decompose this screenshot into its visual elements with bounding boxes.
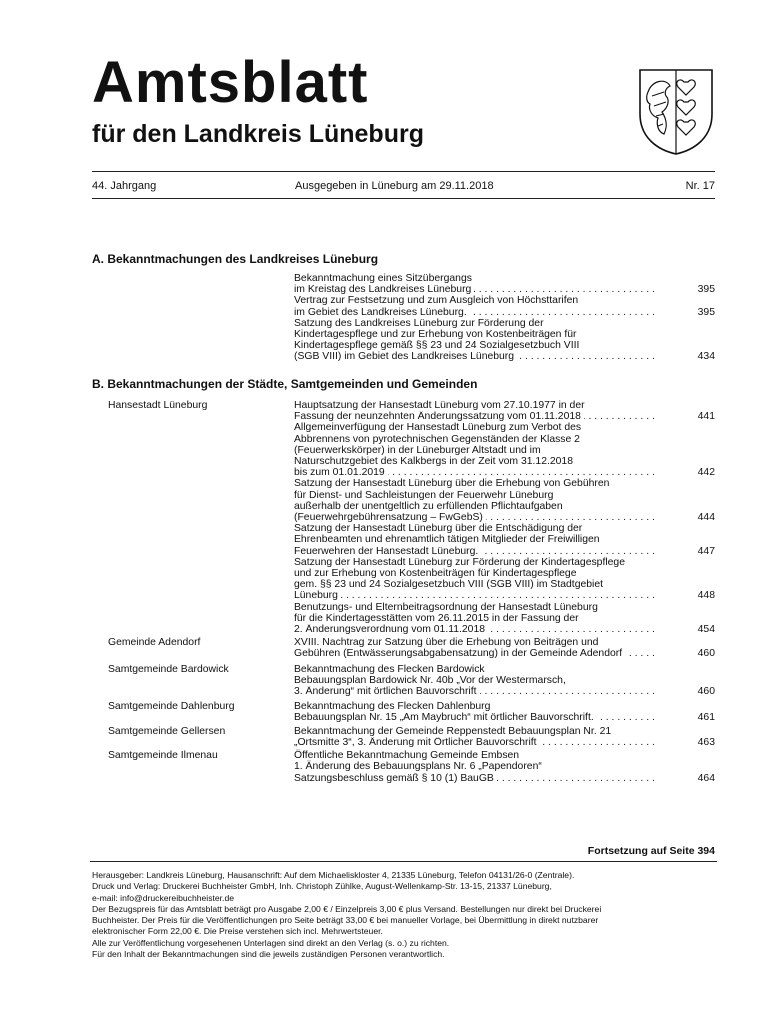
toc-entries	[294, 637, 715, 659]
toc-entry-line	[294, 557, 655, 568]
toc-entry-line	[294, 295, 655, 306]
toc-entry-text: 2. Änderungsverordnung vom 01.11.2018	[294, 624, 488, 635]
toc-page-number: 447	[697, 545, 715, 557]
toc-entry-line	[294, 456, 655, 467]
toc-entry-text: für die Kindertagesstätten vom 26.11.2015 in der Fassung der	[294, 612, 579, 624]
toc-entries	[294, 664, 715, 698]
toc-entry-line	[294, 726, 655, 737]
toc-entry-line	[294, 411, 655, 422]
toc-entries	[294, 750, 715, 784]
toc-entry-text: Öffentliche Bekanntmachung Gemeinde Embsen	[294, 750, 520, 762]
toc-page-number: 463	[697, 736, 715, 748]
issue-number: Nr. 17	[685, 180, 715, 192]
toc-entry-text: bis zum 01.01.2019	[294, 467, 388, 478]
toc-page-number: 448	[697, 590, 715, 602]
toc-entry-line	[294, 422, 655, 433]
toc-entry-line	[294, 637, 655, 648]
toc-entries	[294, 400, 715, 635]
toc-group	[92, 400, 715, 635]
imprint-line: Druck und Verlag: Druckerei Buchheister GmbH, Inh. Christoph Zühlke, August-Wellenkamp-Str. 13-15, 21337 Lüneburg,	[92, 881, 552, 892]
section-b-heading: B. Bekanntmachungen der Städte, Samtgemeinden und Gemeinden	[92, 377, 478, 391]
toc-entry-text: außerhalb der unentgeltlich zu erfüllenden Pflichtaufgaben	[294, 500, 563, 512]
toc-entry-line	[294, 351, 655, 362]
toc-entry-line	[294, 648, 655, 659]
toc-entry-line	[294, 340, 655, 351]
toc-entry[interactable]	[294, 701, 715, 723]
toc-page-number: 454	[697, 624, 715, 636]
toc-page-number: 464	[697, 772, 715, 784]
imprint-line: Der Bezugspreis für das Amtsblatt beträgt pro Ausgabe 2,00 € / Einzelpreis 3,00 € plus Versand. Bestellungen nur direkt bei Druckerei	[92, 903, 602, 914]
imprint-line: Buchheister. Der Preis für die Veröffentlichungen pro Seite beträgt 33,00 € bei manueller Vorlage, bei Übermittlung in direkt nutzbarer	[92, 915, 599, 926]
toc-entry-line	[294, 501, 655, 512]
toc-group	[92, 726, 715, 748]
toc-entry-text: im Gebiet des Landkreises Lüneburg.	[294, 307, 470, 318]
page-subtitle: für den Landkreis Lüneburg	[92, 120, 424, 148]
toc-entry[interactable]	[294, 637, 715, 659]
toc-entries	[294, 273, 715, 363]
imprint-line: Herausgeber: Landkreis Lüneburg, Hausanschrift: Auf dem Michaeliskloster 4, 21335 Lüneburg, Telefon 04131/26-0 (Zentrale).	[92, 870, 575, 880]
toc-entry-text: Bekanntmachung des Flecken Bardowick	[294, 663, 485, 675]
toc-page-number: 395	[697, 306, 715, 318]
toc-entries	[294, 701, 715, 723]
toc-entry[interactable]	[294, 422, 715, 478]
toc-entry[interactable]	[294, 318, 715, 363]
continuation-note: Fortsetzung auf Seite 394	[587, 845, 715, 857]
toc-entry-text: 1. Änderung des Bebauungsplans Nr. 6 „Papendoren“	[294, 761, 542, 773]
toc-entries	[294, 726, 715, 748]
toc-group	[92, 637, 715, 659]
toc-entry-text: Bekanntmachung der Gemeinde Reppenstedt Bebauungsplan Nr. 21	[294, 725, 612, 737]
toc-entry[interactable]	[294, 664, 715, 698]
toc-group-place: Hansestadt Lüneburg	[108, 400, 208, 411]
toc-entry-line	[294, 318, 655, 329]
toc-entry-line	[294, 445, 655, 456]
toc-entry-line	[294, 534, 655, 545]
toc-entry-line	[294, 701, 655, 712]
toc-entry-text: Satzung der Hansestadt Lüneburg zur Förderung der Kindertagespflege	[294, 556, 625, 568]
toc-entry-text: Naturschutzgebiet des Kalkbergs in der Zeit vom 31.12.2018	[294, 456, 573, 468]
toc-page-number: 441	[697, 411, 715, 423]
toc-page-number: 460	[697, 648, 715, 660]
toc-entry-line	[294, 329, 655, 340]
toc-entry-text: und zur Erhebung von Kostenbeiträgen für Kindertagespflege	[294, 568, 577, 580]
toc-group	[92, 664, 715, 698]
toc-page-number: 395	[697, 284, 715, 296]
toc-entry-text: Kindertagespflege und zur Erhebung von Kostenbeiträgen für	[294, 329, 577, 341]
toc-entry-line	[294, 568, 655, 579]
imprint-line: Alle zur Veröffentlichung vorgesehenen Unterlagen sind direkt an den Verlag (s. o.) zu richten.	[92, 937, 450, 948]
toc-entry-text: Gebühren (Entwässerungsabgabensatzung) in der Gemeinde Adendorf	[294, 648, 625, 659]
toc-entry-text: Satzung der Hansestadt Lüneburg über die Erhebung von Gebühren	[294, 478, 610, 490]
imprint	[92, 870, 717, 960]
toc-entry[interactable]	[294, 726, 715, 748]
toc-entry-line	[294, 686, 655, 697]
header-rule-bottom	[92, 198, 715, 199]
issue-date: Ausgegeben in Lüneburg am 29.11.2018	[295, 180, 494, 192]
toc-page-number: 461	[697, 712, 715, 724]
toc-entry-line	[294, 478, 655, 489]
toc-entry-text: Benutzungs- und Elternbeitragsordnung der Hansestadt Lüneburg	[294, 601, 598, 613]
toc-entry-text: XVIII. Nachtrag zur Satzung über die Erhebung von Beiträgen und	[294, 637, 599, 649]
toc-entry-line	[294, 579, 655, 590]
toc-entry-line	[294, 434, 655, 445]
toc-entry-text: 3. Änderung“ mit örtlichen Bauvorschrift	[294, 686, 480, 697]
toc-entry-line	[294, 675, 655, 686]
toc-entry-text: für Dienst- und Sachleistungen der Feuerwehr Lüneburg	[294, 489, 554, 501]
header-rule-top	[92, 171, 715, 172]
toc-entry-text: Ehrenbeamten und ehrenamtlich tätigen Mitglieder der Freiwilligen	[294, 534, 600, 546]
imprint-line: e-mail: info@druckereibuchheister.de	[92, 892, 234, 903]
toc-page-number: 442	[697, 467, 715, 479]
toc-entry-text: (Feuerwerkskörper) in der Lüneburger Altstadt und im	[294, 444, 541, 456]
toc-entry-line	[294, 512, 655, 523]
toc-entry-text: Lüneburg	[294, 590, 341, 601]
imprint-line: Für den Inhalt der Bekanntmachungen sind die jeweils zuständigen Personen verantwortlich.	[92, 949, 445, 960]
toc-entry[interactable]	[294, 602, 715, 636]
toc-entry-text: Bebauungsplan Nr. 15 „Am Maybruch“ mit örtlicher Bauvorschrift.	[294, 712, 597, 723]
toc-entry-text: Satzung des Landkreises Lüneburg zur Förderung der	[294, 317, 544, 329]
toc-entry-text: Feuerwehren der Hansestadt Lüneburg.	[294, 546, 481, 557]
toc-entry-line	[294, 307, 655, 318]
toc-entry-text: (Feuerwehrgebührensatzung – FwGebS)	[294, 512, 486, 523]
page-title: Amtsblatt	[92, 50, 369, 115]
toc-entry-line	[294, 467, 655, 478]
footer-rule	[90, 861, 717, 862]
toc-entry-line	[294, 602, 655, 613]
imprint-line: elektronischer Form 22,00 €. Die Preise verstehen sich incl. Mehrwertsteuer.	[92, 926, 383, 937]
toc-entry-text: Bebauungsplan Bardowick Nr. 40b „Vor der Westermarsch,	[294, 674, 566, 686]
toc-entry[interactable]	[294, 478, 715, 523]
toc-entry-line	[294, 490, 655, 501]
toc-entry-text: Fassung der neunzehnten Änderungssatzung vom 01.11.2018	[294, 411, 584, 422]
toc-entry-text: Bekanntmachung des Flecken Dahlenburg	[294, 701, 491, 713]
toc-group-place: Samtgemeinde Gellersen	[108, 725, 226, 737]
toc-group	[92, 750, 715, 784]
section-a-list	[92, 273, 715, 363]
toc-entry-line	[294, 400, 655, 411]
toc-entry-line	[294, 523, 655, 534]
toc-entry-text: „Ortsmitte 3“, 3. Änderung mit Örtlicher Bauvorschrift	[294, 737, 540, 748]
toc-entry-text: Hauptsatzung der Hansestadt Lüneburg vom 27.10.1977 in der	[294, 400, 585, 411]
toc-entry-line	[294, 664, 655, 675]
toc-entry[interactable]	[294, 295, 715, 317]
toc-entry-text: Allgemeinverfügung der Hansestadt Lüneburg zum Verbot des	[294, 422, 582, 434]
section-b-list	[92, 400, 715, 784]
toc-entry-line	[294, 613, 655, 624]
toc-entry-text: im Kreistag des Landkreises Lüneburg	[294, 284, 474, 295]
toc-entry[interactable]	[294, 750, 715, 784]
toc-entry[interactable]	[294, 557, 715, 602]
toc-page-number: 444	[697, 512, 715, 524]
toc-entry-line	[294, 546, 655, 557]
toc-entry-line	[294, 761, 655, 772]
toc-entry-text: gem. §§ 23 und 24 Sozialgesetzbuch VIII (SGB VIII) im Stadtgebiet	[294, 579, 604, 591]
section-a-heading: A. Bekanntmachungen des Landkreises Lüneburg	[92, 252, 379, 266]
toc-entry-text: Kindertagespflege gemäß §§ 23 und 24 Sozialgesetzbuch VIII	[294, 340, 580, 352]
toc-page-number: 434	[697, 351, 715, 363]
toc-entry-text: Bekanntmachung eines Sitzübergangs	[294, 273, 472, 284]
toc-entry[interactable]	[294, 273, 715, 295]
toc-group-place: Samtgemeinde Dahlenburg	[108, 701, 235, 713]
toc-group	[92, 273, 715, 363]
toc-entry-text: (SGB VIII) im Gebiet des Landkreises Lüneburg	[294, 351, 517, 362]
toc-page-number: 460	[697, 686, 715, 698]
toc-entry-line	[294, 737, 655, 748]
toc-entry-line	[294, 712, 655, 723]
toc-entry[interactable]	[294, 523, 715, 557]
toc-entry-line	[294, 624, 655, 635]
toc-group-place: Samtgemeinde Bardowick	[108, 663, 229, 675]
toc-entry-text: Satzung der Hansestadt Lüneburg über die Entschädigung der	[294, 523, 583, 535]
issue-jahrgang: 44. Jahrgang	[92, 180, 157, 192]
toc-entry-text: Vertrag zur Festsetzung und zum Ausgleich von Höchsttarifen	[294, 295, 579, 307]
toc-entry-text: Satzungsbeschluss gemäß § 10 (1) BauGB	[294, 773, 497, 784]
toc-entry-line	[294, 590, 655, 601]
toc-entry[interactable]	[294, 400, 715, 422]
toc-group-place: Gemeinde Adendorf	[108, 637, 201, 649]
toc-entry-line	[294, 773, 655, 784]
toc-entry-line	[294, 284, 655, 295]
toc-entry-text: Abbrennens von pyrotechnischen Gegenständen der Klasse 2	[294, 433, 580, 445]
toc-group-place: Samtgemeinde Ilmenau	[108, 750, 218, 762]
toc-group	[92, 701, 715, 723]
coat-of-arms-icon	[636, 66, 716, 156]
toc-entry-line	[294, 750, 655, 761]
toc-entry-line	[294, 273, 655, 284]
